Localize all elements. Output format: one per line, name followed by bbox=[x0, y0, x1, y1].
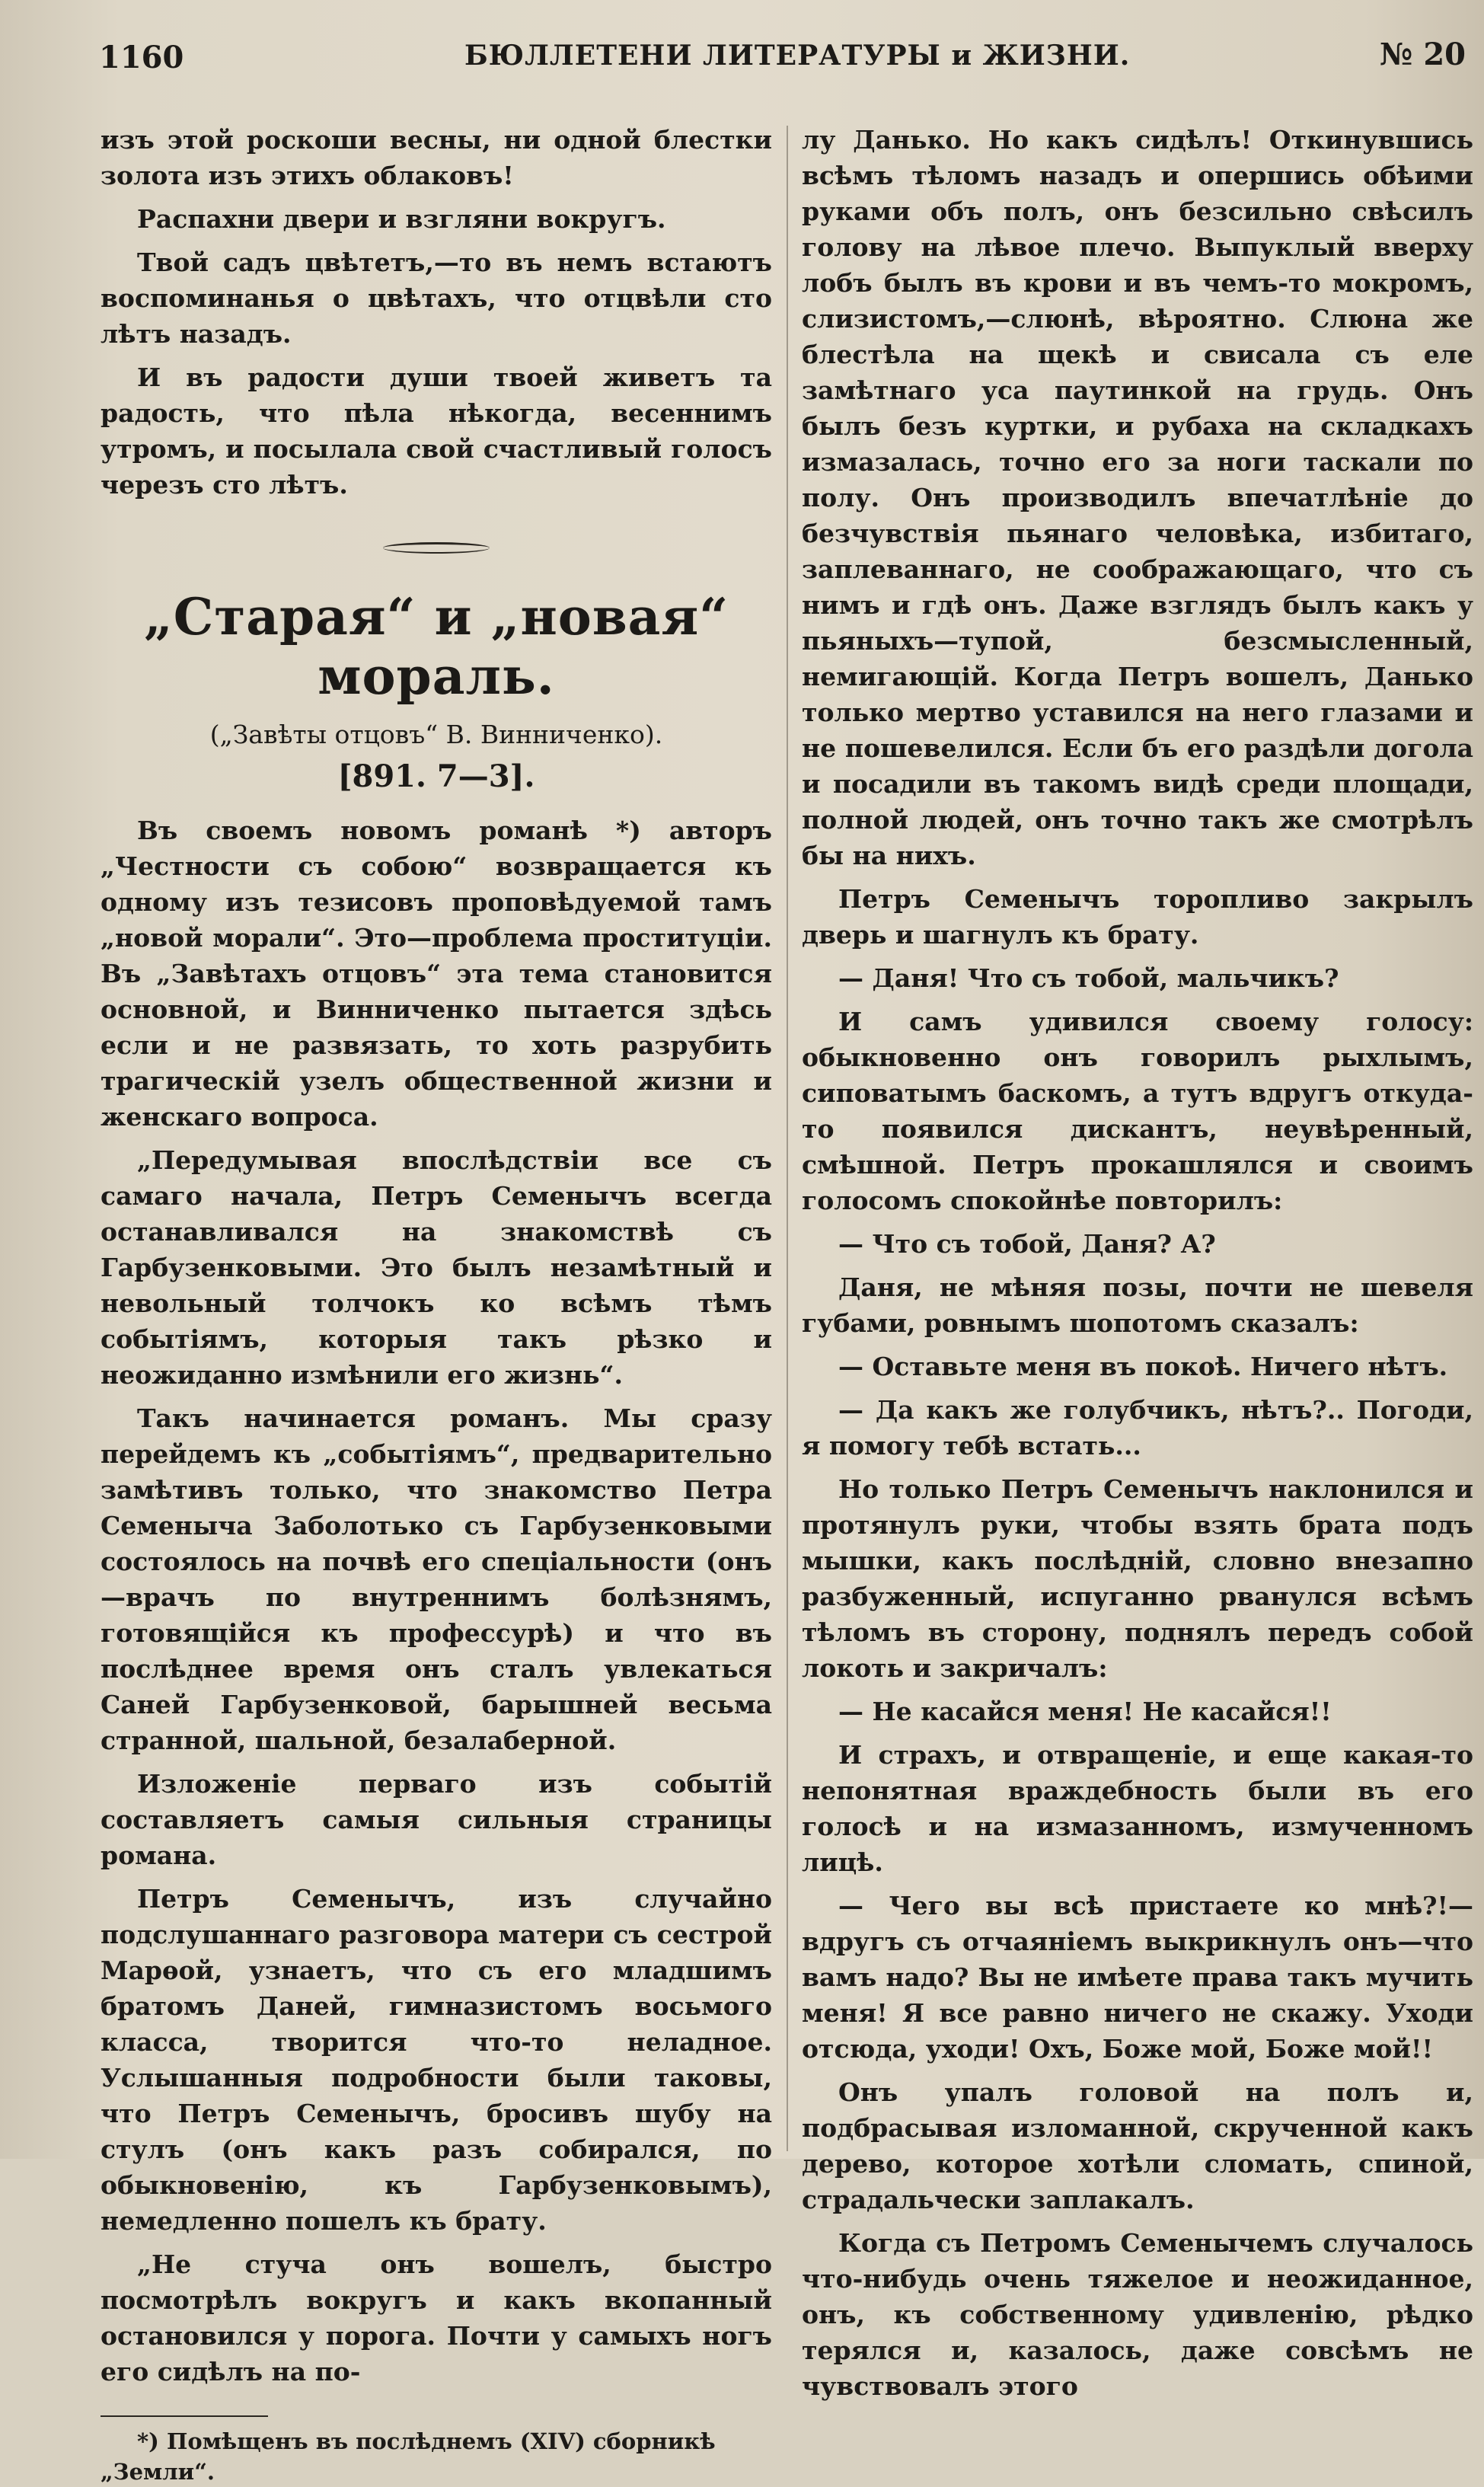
paragraph: Петръ Семенычъ, изъ случайно подслушаннаго разговора матери съ сестрой Марѳой, узнаетъ, что съ его младшимъ братомъ Даней, гимназистомъ восьмого класса, творится что-то неладное. Услышанныя подробности были таковы, что Петръ Семенычъ, бросивъ шубу на стулъ (онъ какъ разъ собирался, по обыкновенію, къ Гарбузенковымъ), немедленно пошелъ къ брату. bbox=[101, 1884, 772, 2236]
paragraph: — Чего вы всѣ пристаете ко мнѣ?!—вдругъ съ отчаяніемъ выкрикнулъ онъ—что вамъ надо? Вы не имѣете права такъ мучить меня! Я все равно ничего не скажу. Уходи отсюда, уходи! Охъ, Боже мой, Боже мой!! bbox=[802, 1891, 1473, 2064]
paragraph: лу Данько. Но какъ сидѣлъ! Откинувшись всѣмъ тѣломъ назадъ и опершись обѣими руками объ полъ, онъ безсильно свѣсилъ голову на лѣвое плечо. Выпуклый вверху лобъ былъ въ крови и въ чемъ-то мокромъ, слизистомъ,—слюнѣ, вѣроятно. Слюна же блестѣла на щекѣ и свисала съ еле замѣтнаго уса паутинкой на грудь. Онъ былъ безъ куртки, и рубаха на складкахъ измазалась, точно его за ноги таскали по полу. Онъ производилъ впечатлѣніе до безчувствія пьянаго человѣка, избитаго, заплеваннаго, не соображающаго, что съ нимъ и гдѣ онъ. Даже взглядъ былъ какъ у пьяныхъ—тупой, безсмысленный, немигающій. Когда Петръ вошелъ, Данько только мертво уставился на него глазами и не пошевелился. Если бъ его раздѣли догола и посадили въ такомъ видѣ среди площади, полной людей, онъ точно такъ же смотрѣлъ бы на нихъ. bbox=[802, 125, 1473, 870]
footnote: *) Помѣщенъ въ послѣднемъ (XIV) сборникѣ „Земли“. bbox=[101, 2428, 716, 2485]
paragraph: — Даня! Что съ тобой, мальчикъ? bbox=[838, 963, 1339, 993]
paragraph: Въ своемъ новомъ романѣ *) авторъ „Честности съ собою“ возвращается къ одному изъ тезисовъ проповѣдуемой тамъ „новой морали“. Это—проблема проституціи. Въ „Завѣтахъ отцовъ“ эта тема становится основной, и Винниченко пытается здѣсь если и не развязать, то хоть разрубить трагическій узелъ общественной жизни и женскаго вопроса. bbox=[101, 816, 772, 1132]
paragraph: Даня, не мѣняя позы, почти не шевеля губами, ровнымъ шопотомъ сказалъ: bbox=[802, 1272, 1473, 1338]
paragraph: Когда съ Петромъ Семенычемъ случалось что-нибудь очень тяжелое и неожиданное, онъ, къ собственному удивленію, рѣдко терялся и, казалось, даже совсѣмъ не чувствовалъ этого bbox=[802, 2228, 1473, 2401]
paragraph: Петръ Семенычъ торопливо закрылъ дверь и шагнулъ къ брату. bbox=[802, 884, 1473, 950]
left-column bbox=[101, 122, 772, 2487]
page-header bbox=[99, 35, 1466, 81]
section-ornament bbox=[383, 542, 490, 554]
paragraph: — Что съ тобой, Даня? А? bbox=[838, 1229, 1216, 1259]
footnote-rule bbox=[101, 2415, 268, 2417]
paragraph: И самъ удивился своему голосу: обыкновенно онъ говорилъ рыхлымъ, сиповатымъ баскомъ, а тутъ вдругъ откуда-то появился дискантъ, неувѣренный, смѣшной. Петръ прокашлялся и своимъ голосомъ спокойнѣе повторилъ: bbox=[802, 1007, 1473, 1215]
paragraph: Онъ упалъ головой на полъ и, подбрасывая изломанной, скрученной какъ дерево, которое хотѣли сломать, спиной, страдальчески заплакалъ. bbox=[802, 2077, 1473, 2214]
paragraph: Такъ начинается романъ. Мы сразу перейдемъ къ „событіямъ“, предварительно замѣтивъ только, что знакомство Петра Семеныча Заболотько съ Гарбузенковыми состоялось на почвѣ его спеціальности (онъ—врачъ по внутреннимъ болѣзнямъ, готовящійся къ профессурѣ) и что въ послѣднее время онъ сталъ увлекаться Саней Гарбузенковой, барышней весьма странной, шальной, безалаберной. bbox=[101, 1403, 772, 1755]
paragraph: Твой садъ цвѣтетъ,—то въ немъ встаютъ воспоминанья о цвѣтахъ, что отцвѣли сто лѣтъ назадъ. bbox=[101, 247, 772, 349]
paragraph: Но только Петръ Семенычъ наклонился и протянулъ руки, чтобы взять брата подъ мышки, какъ послѣдній, словно внезапно разбуженный, испуганно рванулся всѣмъ тѣломъ въ сторону, поднялъ передъ собой локоть и закричалъ: bbox=[802, 1474, 1473, 1683]
paragraph: Изложеніе перваго изъ событій составляетъ самыя сильныя страницы романа. bbox=[101, 1769, 772, 1870]
paragraph: изъ этой роскоши весны, ни одной блестки золота изъ этихъ облаковъ! bbox=[101, 125, 772, 190]
article-reference: [891. 7—3]. bbox=[337, 758, 535, 794]
right-column bbox=[802, 122, 1473, 2404]
paragraph: — Оставьте меня въ покоѣ. Ничего нѣтъ. bbox=[838, 1352, 1448, 1381]
paragraph: — Не касайся меня! Не касайся!! bbox=[838, 1697, 1332, 1726]
paragraph: Распахни двери и взгляни вокругъ. bbox=[137, 204, 666, 234]
paragraph: „Не стуча онъ вошелъ, быстро посмотрѣлъ вокругъ и какъ вкопанный остановился у порога. Почти у самыхъ ногъ его сидѣлъ на по- bbox=[101, 2249, 772, 2386]
article-title: „Старая“ и „новая“ мораль. bbox=[143, 587, 729, 706]
page-number: 1160 bbox=[99, 40, 184, 75]
article-subtitle: („Завѣты отцовъ“ В. Винниченко). bbox=[209, 720, 663, 749]
paragraph: И въ радости души твоей живетъ та радость, что пѣла нѣкогда, весеннимъ утромъ, и посылала свой счастливый голосъ черезъ сто лѣтъ. bbox=[101, 362, 772, 500]
paragraph: „Передумывая впослѣдствіи все съ самаго начала, Петръ Семенычъ всегда останавливался на знакомствѣ съ Гарбузенковыми. Это былъ незамѣтный и невольный толчокъ ко всѣмъ тѣмъ событіямъ, которыя такъ рѣзко и неожиданно измѣнили его жизнь“. bbox=[101, 1145, 772, 1390]
issue-number: № 20 bbox=[1379, 37, 1466, 72]
running-title: БЮЛЛЕТЕНИ ЛИТЕРАТУРЫ и ЖИЗНИ. bbox=[464, 40, 1131, 72]
paragraph: И страхъ, и отвращеніе, и еще какая-то непонятная враждебность были въ его голосѣ и на измазанномъ, измученномъ лицѣ. bbox=[802, 1740, 1473, 1877]
paragraph: — Да какъ же голубчикъ, нѣтъ?.. Погоди, я помогу тебѣ встать... bbox=[802, 1395, 1473, 1461]
column-divider bbox=[787, 126, 788, 2151]
